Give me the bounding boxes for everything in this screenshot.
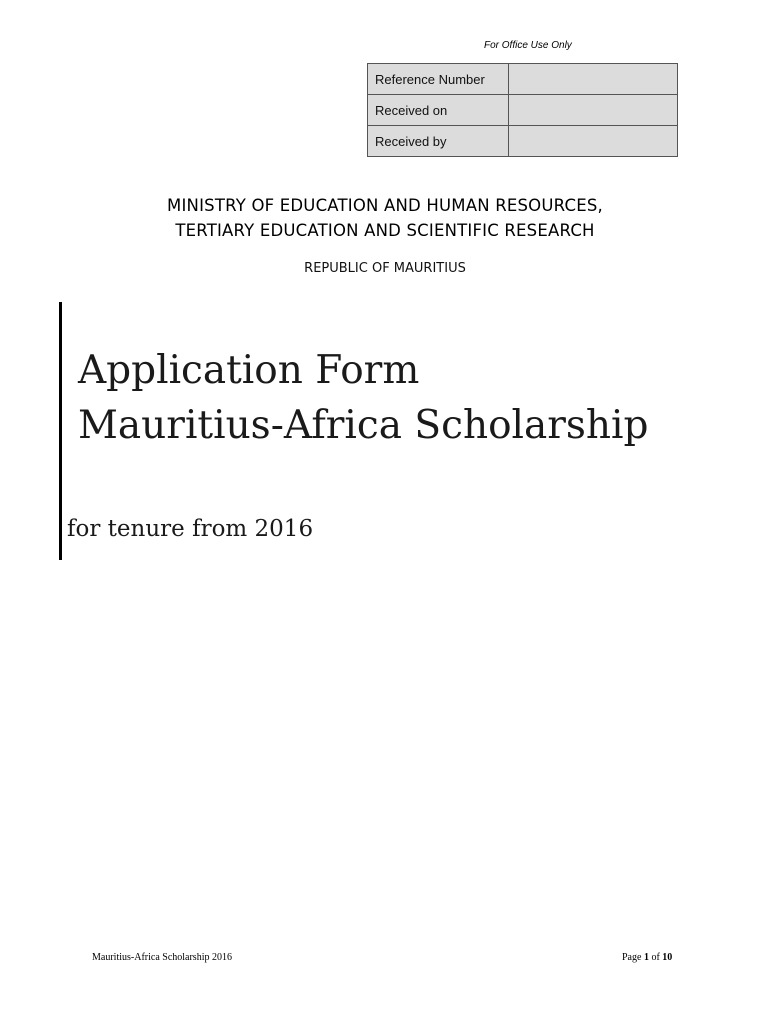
received-on-field[interactable] [509,95,678,126]
received-on-label: Received on [368,95,509,126]
footer-page-number [622,952,672,963]
received-by-field[interactable] [509,126,678,157]
page-prefix: Page [622,952,642,963]
received-by-label: Received by [368,126,509,157]
page-title-line1: Application Form [78,348,420,393]
page-of: of [651,952,660,963]
page-title-line2: Mauritius-Africa Scholarship [78,403,649,448]
office-use-table [367,63,678,157]
page-current: 1 [643,952,649,963]
reference-number-field[interactable] [509,64,678,95]
table-row [368,64,678,95]
ministry-name-line2: TERTIARY EDUCATION AND SCIENTIFIC RESEARCH [175,221,595,240]
table-row [368,126,678,157]
table-row [368,95,678,126]
footer-document-name: Mauritius-Africa Scholarship 2016 [92,952,232,963]
title-accent-bar [59,302,62,560]
republic-name: REPUBLIC OF MAURITIUS [304,261,466,276]
tenure-subtitle: for tenure from 2016 [67,516,314,542]
office-use-caption: For Office Use Only [484,40,572,51]
page-total: 10 [662,952,673,963]
ministry-name-line1: MINISTRY OF EDUCATION AND HUMAN RESOURCES, [167,196,603,215]
reference-number-label: Reference Number [368,64,509,95]
